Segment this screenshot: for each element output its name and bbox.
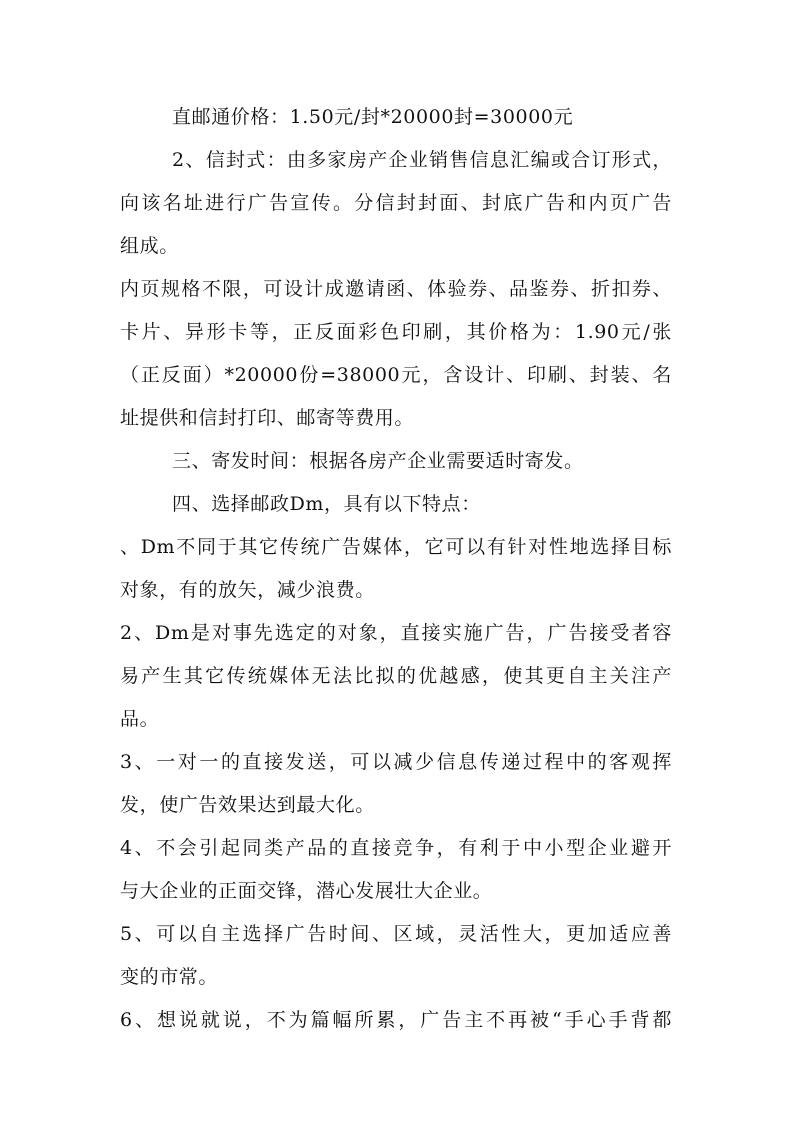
list-item-1-line-2: 对象，有的放矢，减少浪费。 (120, 579, 375, 601)
list-item-6-line-1: 6、想说就说，不为篇幅所累，广告主不再被“手心手背都 (120, 1009, 672, 1031)
list-item-2-line-1: 2、Dm是对事先选定的对象，直接实施广告，广告接受者容 (120, 622, 672, 644)
list-item-2-line-2: 易产生其它传统媒体无法比拟的优越感，使其更自主关注产 (120, 665, 672, 687)
list-item-2-line-3: 品。 (120, 708, 160, 730)
list-item-5-line-1: 5、可以自主选择广告时间、区域，灵活性大，更加适应善 (120, 923, 672, 945)
list-item-1-line-1: 、Dm不同于其它传统广告媒体，它可以有针对性地选择目标 (120, 536, 672, 558)
list-item-3-line-2: 发，使广告效果达到最大化。 (120, 794, 375, 816)
text-line-envelope-ads: 向该名址进行广告宣传。分信封封面、封底广告和内页广告 (120, 192, 672, 214)
list-item-4-line-2: 与大企业的正面交锋，潜心发展壮大企业。 (120, 880, 493, 902)
text-line-inner-page-spec: 内页规格不限，可设计成邀请函、体验券、品鉴券、折扣券、 (120, 278, 672, 300)
text-line-fees: 址提供和信封打印、邮寄等费用。 (120, 407, 415, 429)
text-line-total-price: （正反面）*20000份=38000元，含设计、印刷、封装、名 (120, 364, 672, 386)
text-line-card-price: 卡片、异形卡等，正反面彩色印刷，其价格为：1.90元/张 (120, 321, 672, 343)
text-line-price-direct-mail: 直邮通价格：1.50元/封*20000封=30000元 (172, 106, 574, 128)
list-item-4-line-1: 4、不会引起同类产品的直接竞争，有利于中小型企业避开 (120, 837, 672, 859)
section-heading-mailing-time: 三、寄发时间：根据各房产企业需要适时寄发。 (172, 450, 584, 472)
list-item-3-line-1: 3、一对一的直接发送，可以减少信息传递过程中的客观挥 (120, 751, 672, 773)
text-line-composition: 组成。 (120, 235, 179, 257)
document-body (120, 96, 672, 1042)
list-item-5-line-2: 变的市常。 (120, 966, 219, 988)
section-heading-choose-dm: 四、选择邮政Dm，具有以下特点： (172, 493, 481, 515)
text-line-envelope-format: 2、信封式：由多家房产企业销售信息汇编或合订形式， (172, 149, 672, 171)
